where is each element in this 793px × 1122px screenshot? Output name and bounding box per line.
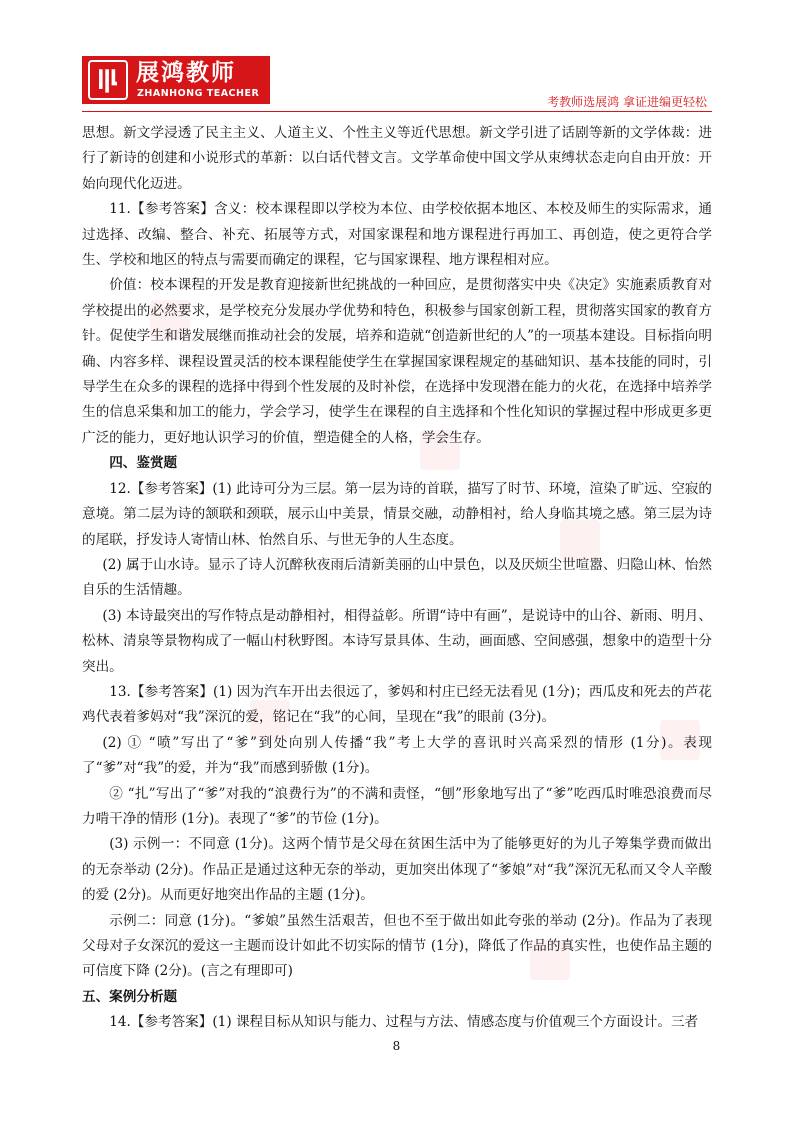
answer-12-part2: (2) 属于山水诗。显示了诗人沉醉秋夜雨后清新美丽的山中景色，以及厌烦尘世喧嚣、归隐山林、怡然自乐的生活情趣。: [82, 556, 712, 599]
zhanhong-logo: [82, 56, 270, 104]
answer-12-part3: (3) 本诗最突出的写作特点是动静相衬，相得益彰。所谓“诗中有画”，是说诗中的山谷、新雨、明月、松林、清泉等景物构成了一幅山村秋野图。本诗写景具体、生动，画面感、空间感强，想象中的造型十分突出。: [82, 607, 712, 675]
answer-13-part3-example1: (3) 示例一：不同意 (1分)。这两个情节是父母在贫困生活中为了能够更好的为儿子筹集学费而做出的无奈举动 (2分)。作品正是通过这种无奈的举动，更加突出体现了“爹娘”对“我”深沉无私而又令人辛酸的爱 (2分)。从而更好地突出作品的主题 (1分)。: [82, 836, 712, 904]
header-rule: [82, 111, 712, 112]
answer-11-meaning: 11.【参考答案】含义：校本课程即以学校为本位、由学校依据本地区、本校及师生的实际需求，通过选择、改编、整合、补充、拓展等方式，对国家课程和地方课程进行再加工、再创造，使之更符合学生、学校和地区的特点与需要而确定的课程，它与国家课程、地方课程相对应。: [82, 201, 712, 269]
section-heading-appreciation: 四、鉴赏题: [109, 455, 178, 472]
logo-chinese-text: 展鸿教师: [136, 60, 236, 86]
logo-english-text: ZHANHONG TEACHER: [137, 88, 260, 99]
logo-mark-icon: [88, 60, 128, 100]
answer-13-part1: 13.【参考答案】(1) 因为汽车开出去很远了，爹妈和村庄已经无法看见 (1分)；西瓜皮和死去的芦花鸡代表着爹妈对“我”深沉的爱，铭记在“我”的心间，呈现在“我”的眼前 (3分)。: [82, 683, 712, 726]
answer-13-part2b: ② “扎”写出了“爹”对我的“浪费行为”的不满和责怪，“刨”形象地写出了“爹”吃西瓜时唯恐浪费而尽力啃干净的情形 (1分)。表现了“爹”的节俭 (1分)。: [82, 785, 712, 827]
answer-13-part2a: (2) ① “喷”写出了“爹”到处向别人传播“我”考上大学的喜讯时兴高采烈的情形 (1分)。表现了“爹”对“我”的爱，并为“我”而感到骄傲 (1分)。: [82, 734, 712, 777]
answer-13-part3-example2: 示例二：同意 (1分)。“爹娘”虽然生活艰苦，但也不至于做出如此夸张的举动 (2分)。作品为了表现父母对子女深沉的爱这一主题而设计如此不切实际的情节 (1分)，降低了作品的真实性，也使作品主题的可信度下降 (2分)。(言之有理即可): [82, 912, 712, 980]
paragraph-literature: 思想。新文学浸透了民主主义、人道主义、个性主义等近代思想。新文学引进了话剧等新的文学体裁：进行了新诗的创建和小说形式的革新：以白话代替文言。文学革命使中国文学从束缚状态走向自由开放：开始向现代化迈进。: [82, 125, 712, 192]
answer-12-part1: 12.【参考答案】(1) 此诗可分为三层。第一层为诗的首联，描写了时节、环境，渲染了旷远、空寂的意境。第二层为诗的颔联和颈联，展示山中美景，情景交融，动静相衬，给人身临其境之感。第三层为诗的尾联，抒发诗人寄情山林、怡然自乐、与世无争的人生态度。: [82, 480, 712, 548]
answer-14-part1: 14.【参考答案】(1) 课程目标从知识与能力、过程与方法、情感态度与价值观三个方面设计。三者: [109, 1014, 699, 1031]
answer-11-value: 价值：校本课程的开发是教育迎接新世纪挑战的一种回应，是贯彻落实中央《决定》实施素质教育对学校提出的必然要求，是学校充分发展办学优势和特色，积极参与国家创新工程，贯彻落实国家的教育方针。促使学生和谐发展继而推动社会的发展，培养和造就“创造新世纪的人”的一项基本建设。目标指向明确、内容多样、课程设置灵活的校本课程能使学生在掌握国家课程规定的基础知识、基本技能的同时，引导学生在众多的课程的选择中得到个性发展的及时补偿，在选择中发现潜在能力的火花，在选择中培养学生的信息采集和加工的能力，学会学习，使学生在课程的自主选择和个性化知识的掌握过程中形成更多更广泛的能力，更好地认识学习的价值，塑造健全的人格，学会生存。: [82, 277, 712, 446]
page-number: 8: [392, 1039, 401, 1053]
answer-body: [82, 121, 712, 1036]
page-header: [0, 0, 793, 115]
section-heading-case-analysis: 五、案例分析题: [82, 988, 178, 1005]
header-slogan: 考教师选展鸿 拿证进编更轻松: [547, 95, 707, 109]
